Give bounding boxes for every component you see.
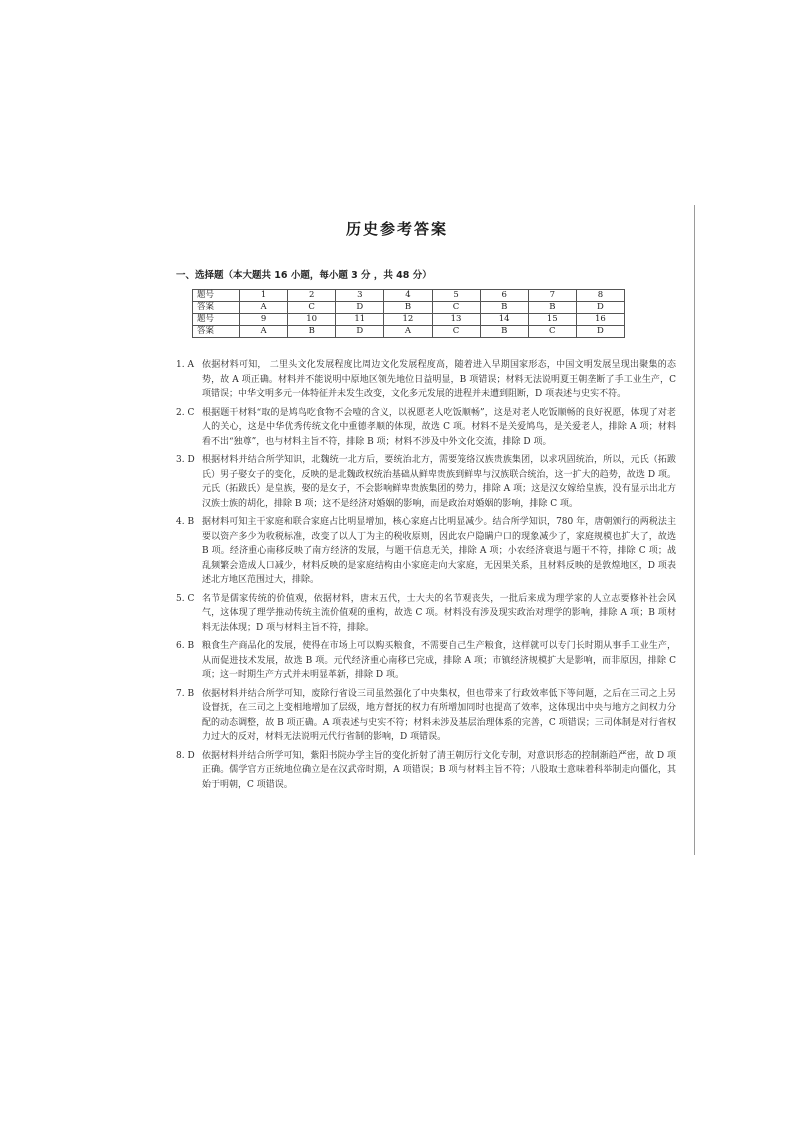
answer-cell: B xyxy=(480,326,528,338)
question-number: 2 xyxy=(288,290,336,302)
explanation-item xyxy=(176,453,676,511)
table-row xyxy=(193,302,625,314)
question-number: 7 xyxy=(528,290,576,302)
page-title: 历史参考答案 xyxy=(345,220,448,238)
question-number: 9 xyxy=(240,314,288,326)
answer-cell: B xyxy=(384,302,432,314)
answer-cell: B xyxy=(288,326,336,338)
explanation-number: 8. D xyxy=(176,750,195,761)
question-number: 16 xyxy=(576,314,624,326)
explanation-text: 依据材料并结合所学可知，废除行省设三司虽然强化了中央集权，但也带来了行政效率低下等问题，之后在三司之上另设督抚，在三司之上变相地增加了层级，地方督抚的权力有所增加同时也提高了效率，这体现出中央与地方之间权力分配的动态调整，故 B 项正确。A 项表述与史实不符；材料未涉及基层治理体系的完善，C 项错误；三司体制是对行省权力过大的反对，材料无法说明元代行省制的影响，D 项错误。 xyxy=(202,688,676,742)
answer-cell: C xyxy=(432,326,480,338)
answer-cell: A xyxy=(240,326,288,338)
question-number: 3 xyxy=(336,290,384,302)
question-number: 13 xyxy=(432,314,480,326)
margin-rule xyxy=(694,205,695,855)
table-row xyxy=(193,326,625,338)
question-number: 14 xyxy=(480,314,528,326)
answer-cell: A xyxy=(384,326,432,338)
answer-table xyxy=(192,289,625,338)
explanation-text: 据材料可知主干家庭和联合家庭占比明显增加，核心家庭占比明显减少。结合所学知识，780 年，唐朝颁行的两税法主要以资产多少为收税标准，改变了以人丁为主的税收原则，因此农户隐瞒户口的现象减少了，家庭规模也扩大了，故选 B 项。经济重心南移反映了南方经济的发展，与题干信息无关，排除 A 项；小农经济衰退与题干不符，排除 C 项；战乱频繁会造成人口减少，材料反映的是家庭结构由小家庭走向大家庭，无因果关系，且材料反映的是敦煌地区，D 项表述北方地区范围过大，排除。 xyxy=(202,517,676,585)
explanation-text: 根据材料并结合所学知识，北魏统一北方后，要统治北方，需要笼络汉族贵族集团，以求巩固统治，所以，元氏（拓跋氏）男子娶女子的变化，反映的是北魏政权统治基础从鲜卑贵族到鲜卑与汉族联合统治，这一扩大的趋势，故选 D 项。元氏（拓跋氏）是皇族，娶的是女子，不会影响鲜卑贵族集团的势力，排除 A 项；这是汉女嫁给皇族，没有显示出北方汉族士族的胡化，排除 B 项；这不是经济对婚姻的影响，而是政治对婚姻的影响，排除 C 项。 xyxy=(202,455,676,509)
explanation-item xyxy=(176,406,676,450)
answer-cell: B xyxy=(528,302,576,314)
explanation-text: 根据题干材料“取的是鸠鸟吃食物不会噎的含义，以祝愿老人吃饭顺畅”，这是对老人吃饭顺畅的良好祝愿，体现了对老人的关心，这是中华优秀传统文化中重德孝顺的体现，故选 C 项。材料不是关爱鸠鸟，是关爱老人，排除 A 项；材料看不出“独尊”，也与材料主旨不符，排除 B 项；材料不涉及中外文化交流，排除 D 项。 xyxy=(202,407,676,447)
explanation-number: 3. D xyxy=(176,455,195,465)
explanation-text: 名节是儒家传统的价值观，依据材料，唐末五代，士大夫的名节观丧失，一批后来成为理学家的人立志要修补社会风气，这体现了理学推动传统主流价值观的重构，故选 C 项。材料没有涉及现实政治对理学的影响，排除 A 项；B 项材料无法体现；D 项与材料主旨不符，排除。 xyxy=(202,593,676,633)
question-number: 8 xyxy=(576,290,624,302)
table-row xyxy=(193,314,625,326)
answer-cell: A xyxy=(240,302,288,314)
explanation-number: 4. B xyxy=(176,517,195,527)
question-number: 15 xyxy=(528,314,576,326)
explanation-text: 依据材料可知， 二里头文化发展程度比周边文化发展程度高，随着进入早期国家形态，中国文明发展呈现出聚集的态势，故 A 项正确。材料并不能说明中原地区领先地位日益明显，B 项错误；材料无法说明夏王朝垄断了手工业生产，C 项错误；中华文明多元一体特征并未发生改变，文化多元发展的进程并未遭到阻断，D 项表述与史实不符。 xyxy=(202,360,676,399)
question-number: 12 xyxy=(384,314,432,326)
row-label: 答案 xyxy=(193,326,240,338)
explanation-text: 依据材料并结合所学可知，紫阳书院办学主旨的变化折射了清王朝厉行文化专制，对意识形态的控制渐趋严密，故 D 项正确。儒学官方正统地位确立是在汉武帝时期，A 项错误；B 项与材料主旨不符；八股取士意味着科举制走向僵化，其始于明朝，C 项错误。 xyxy=(202,750,676,790)
explanation-item xyxy=(176,639,676,683)
row-label: 答案 xyxy=(193,302,240,314)
section-heading: 一、选择题（本大题共 16 小题，每小题 3 分 ，共 48 分） xyxy=(176,270,432,281)
explanation-number: 1. A xyxy=(176,360,194,370)
explanation-text: 粮食生产商品化的发展，使得在市场上可以购买粮食，不需要自己生产粮食，这样就可以专门长时期从事手工业生产，从而促进技术发展，故选 B 项。元代经济重心南移已完成，排除 A 项；市镇经济规模扩大是影响，而非原因，排除 C 项；这一时期生产方式并未明显革新，排除 D 项。 xyxy=(202,641,676,680)
answer-cell: B xyxy=(480,302,528,314)
explanation-item xyxy=(176,358,676,402)
answer-cell: D xyxy=(336,326,384,338)
answer-cell: C xyxy=(288,302,336,314)
answer-cell: C xyxy=(432,302,480,314)
question-number: 1 xyxy=(240,290,288,302)
answer-cell: D xyxy=(576,326,624,338)
row-label: 题号 xyxy=(193,290,240,302)
explanation-item xyxy=(176,515,676,588)
explanation-number: 6. B xyxy=(176,641,195,651)
explanation-number: 5. C xyxy=(176,593,195,604)
question-number: 5 xyxy=(432,290,480,302)
answer-cell: D xyxy=(576,302,624,314)
table-row xyxy=(193,290,625,302)
question-number: 11 xyxy=(336,314,384,326)
explanation-item xyxy=(176,592,676,636)
explanation-number: 7. B xyxy=(176,688,195,699)
explanation-item xyxy=(176,687,676,745)
explanation-item xyxy=(176,749,676,793)
answer-cell: D xyxy=(336,302,384,314)
question-number: 4 xyxy=(384,290,432,302)
explanation-list xyxy=(176,358,676,796)
explanation-number: 2. C xyxy=(176,407,195,418)
question-number: 10 xyxy=(288,314,336,326)
row-label: 题号 xyxy=(193,314,240,326)
answer-cell: C xyxy=(528,326,576,338)
question-number: 6 xyxy=(480,290,528,302)
